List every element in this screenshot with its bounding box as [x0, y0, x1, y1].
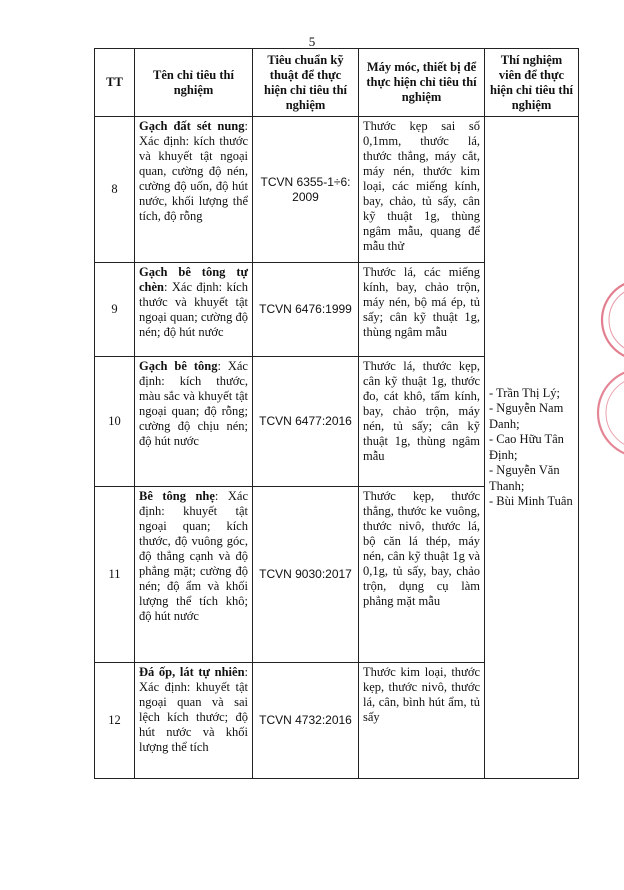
test-name-title: Bê tông nhẹ: [139, 489, 215, 503]
row-number: 12: [95, 663, 135, 779]
test-name: [135, 263, 253, 357]
test-name-detail: : Xác định: khuyết tật ngoại quan và sai lệch kích thước; độ hút nước và khối lượng thể tích: [139, 665, 248, 754]
equipment: Thước lá, thước kẹp, cân kỹ thuật 1g, thước đo, cát khô, tấm kính, bay, chảo trộn, máy nén, tủ sấy; cân kỹ thuật 1g, thùng ngâm mẫu: [359, 357, 485, 487]
test-name-title: Gạch bê tông: [139, 359, 218, 373]
header-tt: TT: [95, 49, 135, 117]
row-number: 8: [95, 117, 135, 263]
equipment: Thước lá, các miếng kính, bay, chảo trộn, máy nén, bộ má ép, tủ sấy; cân kỹ thuật 1g, thùng ngâm mẫu: [359, 263, 485, 357]
standard: TCVN 6355-1÷6: 2009: [253, 117, 359, 263]
test-name: [135, 663, 253, 779]
standard: TCVN 9030:2017: [253, 487, 359, 663]
staff-name: - Nguyễn Nam Danh;: [489, 401, 564, 431]
standard: TCVN 6477:2016: [253, 357, 359, 487]
page-number: 5: [308, 34, 316, 49]
test-table: [94, 48, 579, 779]
staff-name: - Cao Hữu Tân Định;: [489, 432, 564, 462]
test-name-title: Đá ốp, lát tự nhiên: [139, 665, 245, 679]
test-name-title: Gạch bê tông tự chèn: [139, 265, 248, 294]
header-standard: Tiêu chuẩn kỹ thuật để thực hiện chỉ tiêu thí nghiệm: [253, 49, 359, 117]
header-name: Tên chỉ tiêu thí nghiệm: [135, 49, 253, 117]
test-name-title: Gạch đất sét nung: [139, 119, 245, 133]
test-name: [135, 487, 253, 663]
stamp-seal-graphic: [584, 275, 624, 475]
table-header-row: [95, 49, 579, 117]
staff-name: - Nguyễn Văn Thanh;: [489, 463, 560, 493]
stamp-seal: [584, 275, 624, 475]
test-name: [135, 117, 253, 263]
standard: TCVN 4732:2016: [253, 663, 359, 779]
equipment: Thước kim loại, thước kẹp, thước nivô, thước lá, cân, bình hút ẩm, tủ sấy: [359, 663, 485, 779]
header-equipment: Máy móc, thiết bị để thực hiện chỉ tiêu thí nghiệm: [359, 49, 485, 117]
staff-name: - Trần Thị Lý;: [489, 385, 560, 400]
staff-name: - Bùi Minh Tuân: [489, 494, 573, 508]
staff-list: [485, 117, 579, 779]
row-number: 10: [95, 357, 135, 487]
test-name-detail: : Xác định: kích thước và khuyết tật ngoại quan, cường độ nén, cường độ uốn, độ hút nước, khối lượng thể tích, độ rỗng: [139, 119, 248, 223]
test-name-detail: : Xác định: kích thước và khuyết tật ngoại quan; cường độ nén; độ hút nước: [139, 280, 248, 339]
row-number: 9: [95, 263, 135, 357]
test-name-detail: : Xác định: kích thước, màu sắc và khuyết tật ngoại quan; độ rỗng; cường độ chịu nén; độ hút nước: [139, 359, 248, 448]
table-row: [95, 117, 579, 263]
row-number: 11: [95, 487, 135, 663]
test-name-detail: : Xác định: khuyết tật ngoại quan; kích thước, độ vuông góc, độ thẳng cạnh và độ phẳng mặt; cường độ nén; độ ẩm và khối lượng thể tích khô; độ hút nước: [139, 489, 248, 623]
equipment: Thước kẹp, thước thẳng, thước ke vuông, thước nivô, thước lá, bộ căn lá thép, máy nén, cân kỹ thuật 1g và 0,1g, tủ sấy, bay, chảo trộn, dụng cụ làm phẳng mặt mẫu: [359, 487, 485, 663]
test-name: [135, 357, 253, 487]
header-staff: Thí nghiệm viên để thực hiện chỉ tiêu thí nghiệm: [485, 49, 579, 117]
equipment: Thước kẹp sai số 0,1mm, thước lá, thước thẳng, máy cắt, máy nén, thước kim loại, các miếng kính, bay, chảo, tủ sấy, cân kỹ thuật 1g, thùng ngâm mẫu, quang để mẫu thử: [359, 117, 485, 263]
standard: TCVN 6476:1999: [253, 263, 359, 357]
